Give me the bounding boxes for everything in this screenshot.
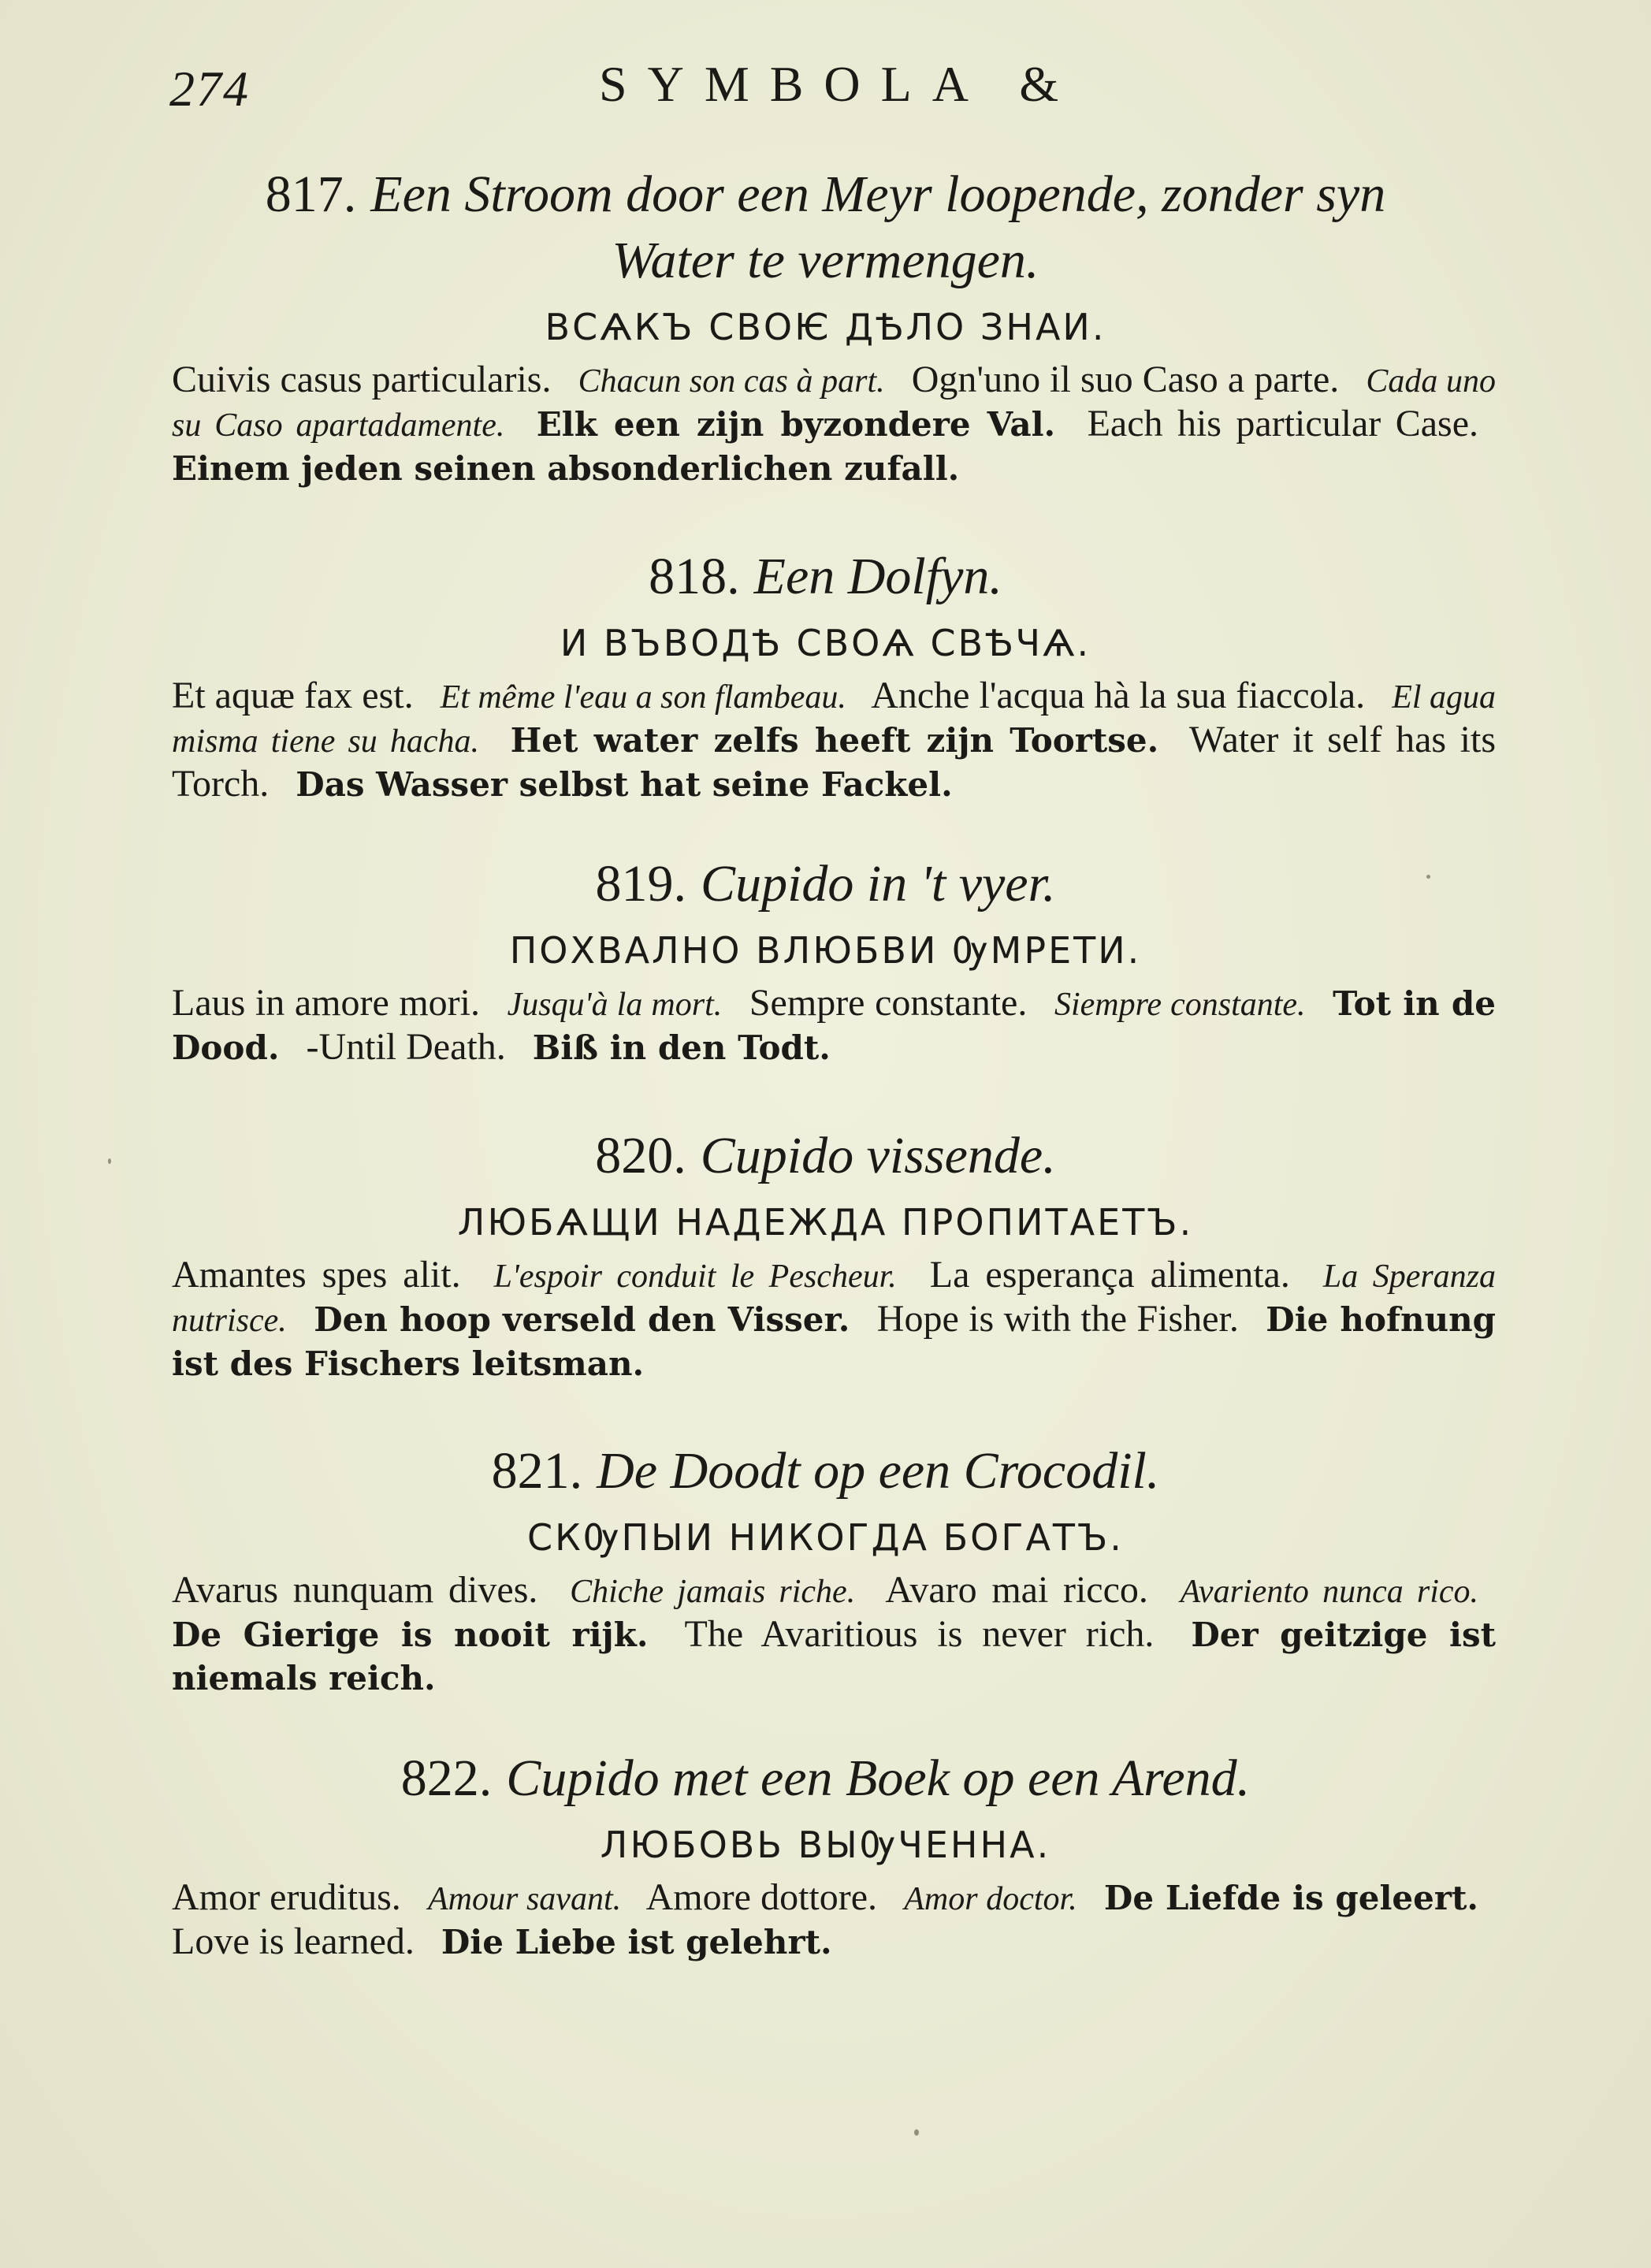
entry-heading [173, 162, 1478, 294]
entry-translations [172, 675, 1496, 806]
spanish-text: Avariento nunca rico. [1180, 1574, 1479, 1610]
paper-speck [914, 2129, 919, 2136]
latin-text: Amor eruditus. [172, 1876, 401, 1918]
paper-speck [108, 1158, 111, 1164]
english-text: Hope is with the Fisher. [876, 1298, 1239, 1340]
german-text: Das Wasser selbst hat seine Fackel. [296, 765, 953, 804]
entry-title-line1: Cupido in 't vyer. [701, 855, 1056, 913]
english-text: Love is learned. [172, 1920, 415, 1962]
french-text: Chacun son cas à part. [578, 363, 885, 400]
italian-text: Ogn'uno il suo Caso a parte. [911, 359, 1340, 400]
entry-heading [173, 1746, 1478, 1812]
entry-heading [173, 544, 1478, 610]
running-head [0, 55, 1651, 126]
latin-text: Cuivis casus particularis. [172, 359, 552, 400]
english-text: -Until Death. [306, 1026, 506, 1068]
entry-heading [173, 1123, 1478, 1189]
entry-translations [172, 982, 1496, 1069]
italian-text: Anche l'acqua hà la sua fiaccola. [871, 675, 1366, 716]
latin-text: Et aquæ fax est. [172, 675, 414, 716]
dutch-text: Den hoop verseld den Visser. [314, 1300, 850, 1339]
italian-text: Amore dottore. [645, 1876, 878, 1918]
spanish-text: El agua misma tiene su hacha. [172, 679, 1497, 760]
entry-number: 818. [649, 548, 740, 605]
entry-translations [172, 1876, 1496, 1964]
german-text: Die hofnung ist des Fischers leitsman. [172, 1300, 1497, 1383]
running-title: SYMBOLA & [599, 56, 1080, 112]
italian-text: La Speranza nutrisce. [172, 1259, 1497, 1339]
entry-title-line2: Water te vermengen. [612, 232, 1039, 289]
latin-text: Avarus nunquam dives. [172, 1569, 538, 1611]
entry-translations [172, 1254, 1496, 1385]
french-text: Jusqu'à la mort. [507, 987, 723, 1023]
paper-speck [1426, 875, 1430, 879]
slavonic-motto: ЛЮБОВЬ ВЫѸЧЕННА. [600, 1824, 1051, 1866]
entry-number: 819. [595, 855, 687, 913]
entry-number: 822. [400, 1749, 493, 1807]
entry-translations [172, 1569, 1496, 1700]
page-number: 274 [169, 61, 250, 117]
slavonic-motto: ЛЮБѦЩИ НАДЕЖДА ПРОПИТАЕТЪ. [457, 1201, 1194, 1244]
german-text: Biß in den Todt. [532, 1028, 831, 1067]
english-text: Water it self has its Torch. [172, 719, 1497, 805]
dutch-text: Tot in de Dood. [172, 984, 1497, 1067]
entry-title-line1: Cupido vissende. [700, 1127, 1056, 1184]
french-text: Chiche jamais riche. [570, 1574, 856, 1610]
entry-number: 821. [491, 1442, 583, 1500]
italian-text: Sempre constante. [749, 982, 1028, 1024]
dutch-text: Het water zelfs heeft zijn Toortse. [510, 721, 1159, 760]
entry-822 [0, 1746, 1651, 1964]
entry-817 [0, 162, 1651, 490]
dutch-text: Elk een zijn byzondere Val. [536, 405, 1056, 444]
english-text: The Avaritious is never rich. [684, 1613, 1155, 1655]
entry-title-line1: Een Dolfyn. [753, 548, 1002, 605]
slavonic-motto: И ВЪВОДѢ СВОѦ СВѢЧѦ. [560, 622, 1091, 664]
slavonic-motto: ПОХВАЛНО ВЛЮБВИ ѸМРЕТИ. [509, 929, 1142, 972]
entry-title-line1: De Doodt op een Crocodil. [597, 1442, 1160, 1500]
french-text: Amour savant. [427, 1881, 622, 1917]
french-text: L'espoir conduit le Pescheur. [493, 1259, 897, 1295]
slavonic-motto: СКѸПЫИ НИКОГДА БОГАТЪ. [527, 1516, 1124, 1559]
italian-text: Avaro mai ricco. [885, 1569, 1148, 1611]
entry-number: 817. [265, 165, 357, 223]
spanish-text: Amor doctor. [904, 1881, 1077, 1917]
entry-819 [0, 851, 1651, 1069]
entry-translations [172, 359, 1496, 490]
dutch-text: De Liefde is geleert. [1103, 1879, 1479, 1917]
german-text: Der geitzige ist niemals reich. [172, 1615, 1497, 1697]
spanish-text: Cada uno su Caso apartadamente. [172, 363, 1497, 444]
latin-text: Laus in amore mori. [172, 982, 480, 1024]
entry-820 [0, 1123, 1651, 1385]
french-text: Et même l'eau a son flambeau. [440, 679, 846, 716]
entry-heading [173, 1438, 1478, 1504]
german-text: Die Liebe ist gelehrt. [441, 1923, 832, 1961]
slavonic-motto: ВСѦКЪ СВОѤ ДѢЛО ЗНАИ. [545, 306, 1106, 348]
spanish-text: Siempre constante. [1054, 987, 1306, 1023]
latin-text: Amantes spes alit. [172, 1254, 461, 1296]
entry-title-line1: Een Stroom door een Meyr loopende, zonder syn [370, 165, 1386, 223]
german-text: Einem jeden seinen absonderlichen zufall. [172, 449, 960, 488]
entry-heading [173, 851, 1478, 917]
dutch-text: De Gierige is nooit rijk. [172, 1615, 649, 1654]
english-text: Each his particular Case. [1087, 403, 1478, 444]
entry-title-line1: Cupido met een Boek op een Arend. [506, 1749, 1251, 1807]
entry-821 [0, 1438, 1651, 1700]
entry-number: 820. [595, 1127, 686, 1184]
entry-818 [0, 544, 1651, 806]
spanish-text: La esperança alimenta. [929, 1254, 1290, 1296]
